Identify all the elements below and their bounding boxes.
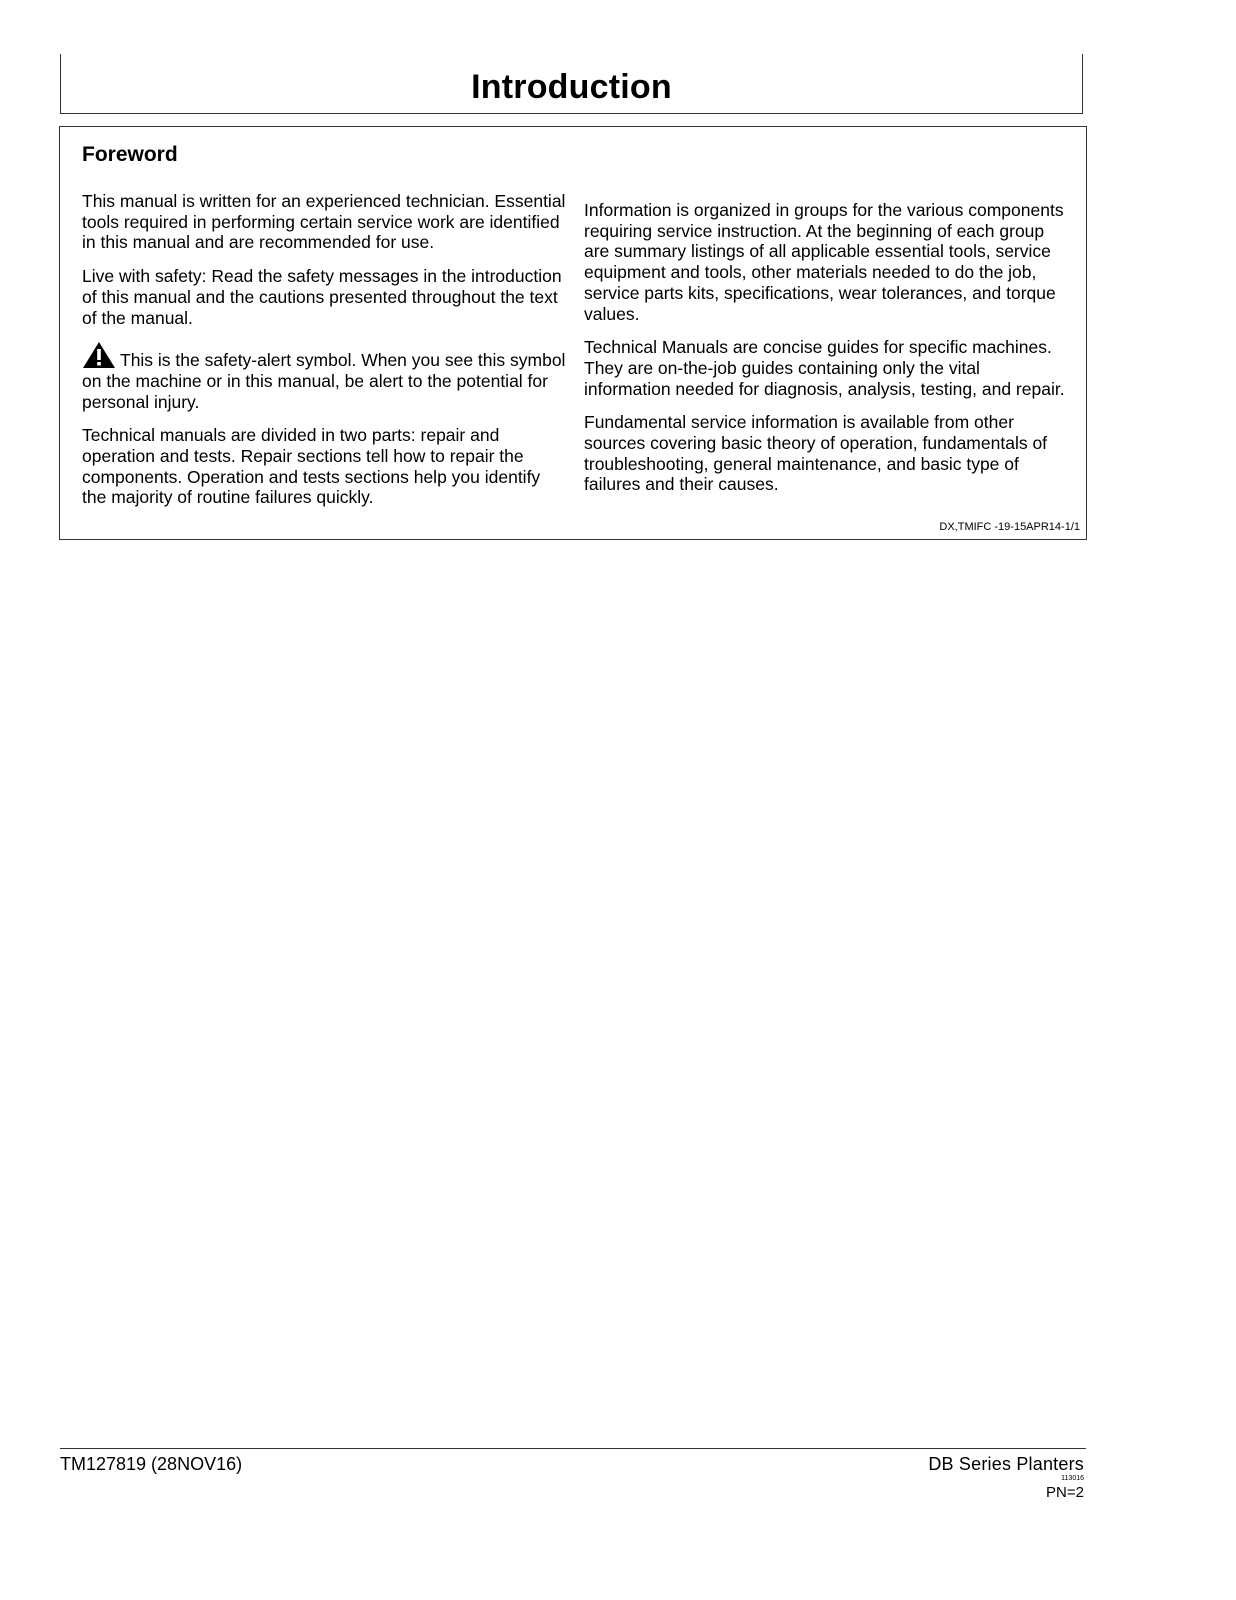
right-column [584, 200, 1070, 508]
page-number: PN=2 [1046, 1484, 1084, 1501]
document-reference: DX,TMIFC -19-15APR14-1/1 [939, 521, 1080, 533]
footer-divider [60, 1448, 1086, 1449]
left-column [82, 191, 566, 521]
section-heading: Foreword [82, 143, 178, 166]
header-box [60, 54, 1083, 114]
paragraph: Fundamental service information is available from other sources covering basic theory of operation, fundamentals of troubleshooting, general maintenance, and basic type of failures and their causes. [584, 412, 1048, 495]
product-name: DB Series Planters [928, 1454, 1084, 1474]
foreword-section [59, 126, 1087, 540]
safety-alert-paragraph [82, 341, 566, 412]
footer-code: 113016 [1061, 1475, 1084, 1482]
paragraph: Information is organized in groups for the various components requiring service instruction. At the beginning of each group are summary listings of all applicable essential tools, service equipment and tools, other materials needed to do the job, service parts kits, specifications, wear tolerances, and torque values. [584, 200, 1064, 324]
paragraph: This manual is written for an experienced technician. Essential tools required in performing certain service work are identified in this manual and are recommended for use. [82, 191, 566, 253]
safety-alert-icon [82, 341, 116, 369]
manual-id: TM127819 (28NOV16) [60, 1454, 243, 1474]
paragraph: Live with safety: Read the safety messages in the introduction of this manual and the cautions presented throughout the text of the manual. [82, 266, 562, 328]
paragraph: Technical Manuals are concise guides for specific machines. They are on-the-job guides containing only the vital information needed for diagnosis, analysis, testing, and repair. [584, 337, 1065, 399]
safety-alert-text: This is the safety-alert symbol. When you see this symbol on the machine or in this manual, be alert to the potential for personal injury. [82, 350, 566, 412]
page-title: Introduction [471, 68, 672, 106]
paragraph: Technical manuals are divided in two parts: repair and operation and tests. Repair sections tell how to repair the components. Operation and tests sections help you identify the majority of routine failures quickly. [82, 425, 541, 508]
